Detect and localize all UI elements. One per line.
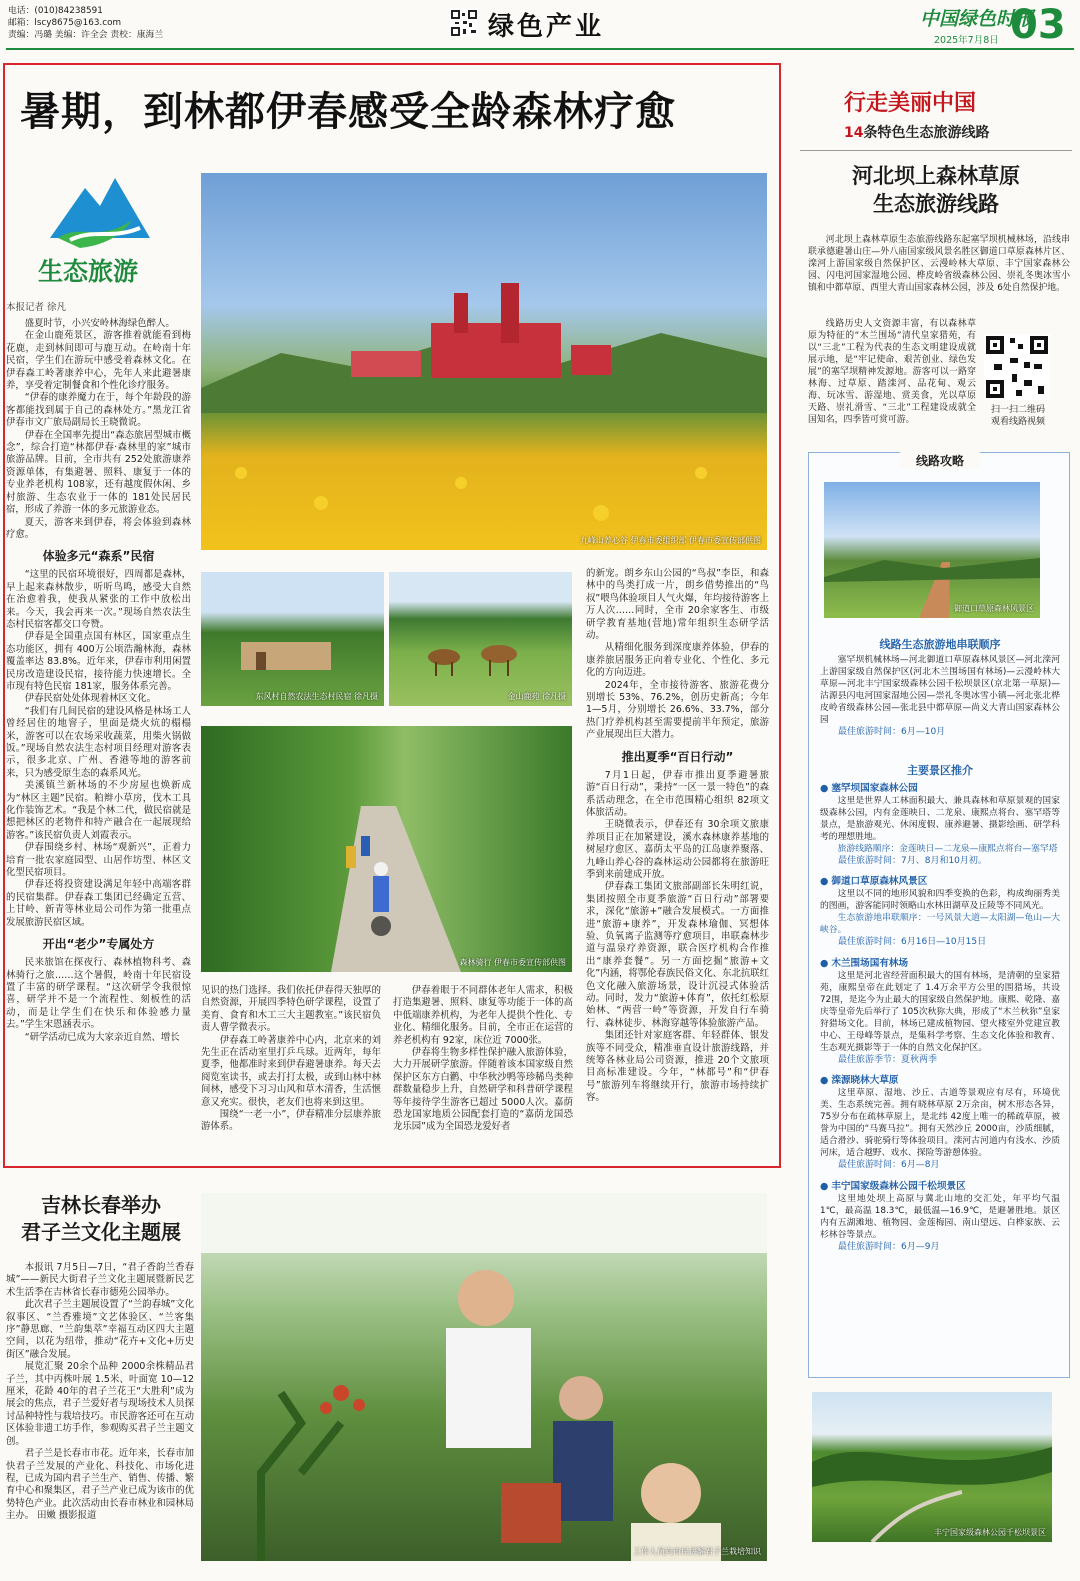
scenic-extra: 旅游线路顺序：金莲映日—二龙泉—康熙点将台—塞罕塔 xyxy=(837,844,1058,854)
sidebar-intro xyxy=(808,234,1070,294)
bottom-article xyxy=(6,1262,194,1523)
order-section xyxy=(820,654,1060,738)
photo-yudaokou xyxy=(824,482,1040,618)
sidebar-title-line2: 生态旅游线路 xyxy=(873,191,999,216)
scenic-name: ● 塞罕坝国家森林公园 xyxy=(820,782,1060,795)
scenic-name: ● 御道口草原森林风景区 xyxy=(820,875,1060,888)
scenic-desc: 这里是河北省经营面积最大的国有林场，是清朝的皇家猎苑，康熙皇帝在此划定了 1.4万余平方公里的围猎场，共设 72围，是迄今为止最大的国家级自然保护地。康熙、乾隆、嘉庆等皇帝先后举行了 105次秋狝大典，形成了“木兰秋狝”皇家狩猎场文化。目前，林场已建成植物园、望火楼室外党建宣教中心、王母峰等景点，是集科学考察、生态文化体验和教育、生态观光摄影等于一体的自然文化保护区。 xyxy=(820,970,1060,1053)
paragraph: 在金山鹿苑景区，游客推着就能看到梅花鹿，走到林间即可与鹿互动。在岭南十年民宿，学生们在游玩中感受着森林文化。在伊春森工岭著康养中心，先年人来此避暑康养，享受着定制餐食和个性化诊疗服务。 xyxy=(6,330,191,392)
banner-subtitle-text: 条特色生态旅游线路 xyxy=(863,125,990,141)
scenic-name: ● 木兰围场国有林场 xyxy=(820,957,1060,970)
paragraph: 伊春是全国重点国有林区，国家重点生态功能区，拥有 400万公顷浩瀚林海，森林覆盖率达 83.8%。近年来，伊春市利用闲置民房改造建设民宿，接待能力快速增长。全市现有特色民宿 181家，服务体系完善。 xyxy=(6,631,191,692)
paragraph: 王晓微表示，伊春还有 30余项文旅康养项目正在加紧建设，溪水森林康养基地的树屋疗愈区、嘉荫太平岛的江岛康养聚落、九峰山养心谷的森林运动公园都将在旅游旺季到来前建成开放。 xyxy=(586,819,769,880)
banner-title: 行走美丽中国 xyxy=(844,90,977,116)
masthead-phone: 电话：(010)84238591 xyxy=(8,6,103,16)
qr-caption: 扫一扫二维码 观看线路视频 xyxy=(990,405,1045,427)
paragraph: 本报讯 7月5日—7日，“君子香韵兰香春城”——新民大街君子兰文化主题展暨新民艺术生活季在吉林省长春市德苑公园举办。 xyxy=(6,1262,194,1298)
paragraph: 伊春森工岭著康养中心内，北京来的刘先生正在活动室里打乒乓球。近两年，每年夏季，他都准时来到伊春避暑康养。每天去阅览室读书，或去打打太极，或到山林中林间林，感受下习习山风和草木清香，生活惬意又充实。很快，老友们也将来到这里。 xyxy=(201,1034,381,1108)
paragraph: 伊春还将投资建设满足年轻中高端客群的民宿集群。伊春森工集团已经确定五营、上甘岭、新青等林业局公司作为第一批重点发展旅游民宿区域。 xyxy=(6,879,191,928)
sidebar-headline xyxy=(800,162,1072,218)
paragraph: 君子兰是长春市市花。近年来，长春市加快君子兰发展的产业化、科技化、市场化进程，已成为国内君子兰生产、销售、传播、繁育中心和聚集区，君子兰产业已成为该市的优势特色产业。此次活动由长春市林业和园林局主办。 田嫩 摄影报道 xyxy=(6,1448,194,1522)
scenic-list xyxy=(820,782,1060,1261)
scenic-item xyxy=(820,875,1060,948)
paragraph: 伊春在全国率先提出“森态旅居型城市概念”，综合打造“林都伊春·森林里的家”城市旅游品牌。目前，全市共有 252处旅游康养资源单体，有集避暑、照料、康复于一体的专业养老机构 108家，还有越度假休闲、乡村旅游、生态农业于一体的 181处民居民宿，形成了养游一体的多元旅游业态。 xyxy=(6,429,191,516)
masthead-rule xyxy=(6,48,1074,50)
photo-homestay xyxy=(201,572,384,706)
photo-deer-park xyxy=(389,572,572,706)
best-time: 最佳旅游时间：6月16日—10月15日 xyxy=(838,937,987,948)
scenic-item xyxy=(820,957,1060,1066)
photo-caption: 丰宁国家级森林公园千松坝景区 xyxy=(934,1528,1046,1537)
photo-caption: 九峰山养心谷 伊春市委组织部 伊春市委宣传部供图 xyxy=(579,536,761,545)
photo-caption: 东风村自然农法生态村民宿 徐凡摄 xyxy=(255,692,378,701)
paragraph: 此次君子兰主题展设置了“兰韵春城”文化叙事区、“兰香雅境”文艺体验区、“兰客集序”静思廊、“兰韵集萃”幸福互动区四大主题空间，以花为纽带，推动“花卉+文化+历史街区”融合发展。 xyxy=(6,1299,194,1360)
paragraph: 线路历史人文资源丰富，有以森林草原为特征的“木兰围场”清代皇家猎苑，有以“三北”工程为代表的生态文明建设成就展示地，是“牢记使命、艰苦创业、绿色发展”的塞罕坝精神发源地。游客可以一路穿林海、过草原、踏滦河、品花甸、观云海、玩冰雪、游湿地、赏美食，光以草原天路、崇礼滑雪、“三北”工程建设成就全国知名，四季皆可赏可游。 xyxy=(808,319,976,425)
masthead-editors: 责编：冯璐 美编：许全会 责校：康海兰 xyxy=(8,30,164,40)
photo-forest-cycling xyxy=(201,726,572,972)
paragraph: 塞罕坝机械林场—河北御道口草原森林风景区—河北滦河上游国家级自然保护区(河北木兰围场国有林场)—云漫岭林大草原—河北丰宁国家级森林公园千松坝景区(京北第一草原)—沽源县闪电河国家湿地公园—崇礼冬奥冰雪小镇—河北张北桦皮岭省级森林公园—张北县中都草原—尚义大青山国家森林公园 xyxy=(820,655,1060,725)
paragraph: 集团还针对家庭客群、年轻群体、银发族等不同受众，精准垂直设计旅游线路，并统筹各林业局公司资源，推进 20个文旅项目高标准建设。今年，“林都号”和“伊春号”旅游列车将继续开行，旅游市场持续扩容。 xyxy=(586,1030,769,1104)
best-time: 最佳旅游时间：6月—8月 xyxy=(838,1160,940,1171)
mountain-river-icon xyxy=(40,168,160,253)
eco-tourism-logo xyxy=(40,168,160,253)
masthead-email: 邮箱：lscy8675@163.com xyxy=(8,18,122,28)
paragraph: 的新宠。朗乡东山公园的“鸟叔”李臣，和森林中的鸟类打成一片，朗乡借势推出的“鸟叔”喂鸟体验项目人气火爆，年均接待游客上万人次……同时，全市 20余家客生、市级研学教育基地(营地)常年组织生态研学活动。 xyxy=(586,568,769,642)
sidebar-title-line1: 河北坝上森林草原 xyxy=(852,163,1020,188)
section-title: 绿色产业 xyxy=(488,12,605,42)
photo-qiansongba xyxy=(812,1392,1052,1542)
paragraph: 见识的热门选择。我们依托伊春得天独厚的自然资源，开展四季特色研学课程，设置了美育、食育和木工三大主题教室。”该民宿负责人曹学微表示。 xyxy=(201,985,381,1034)
paragraph: 伊春民宿处处体现着林区文化。 xyxy=(24,693,157,705)
paragraph: 伊春将生物多样性保护融入旅游体验，大力开展研学旅游。伴随着该本国家级自然保护区东方白鹳、中华秋沙鸭等珍稀鸟类种群数量稳步上升，自然研学和科普研学课程等年接待学生游客已超过 5000人次。嘉荫恐龙国家地质公园配套打造的“嘉荫龙国恐龙乐园”成为全国恐龙爱好者 xyxy=(393,1047,573,1133)
subhead: 体验多元“森系”民宿 xyxy=(42,549,155,564)
paragraph: 从精细化服务到深度康养体验，伊春的康养旅居服务正向着专业化、个性化、多元化的方向迈进。 xyxy=(586,642,769,679)
scenic-name: ● 丰宁国家级森林公园千松坝景区 xyxy=(820,1180,1060,1193)
bottom-title-line1: 吉林长春举办 xyxy=(41,1193,161,1217)
qr-code-icon xyxy=(450,9,478,37)
article-col-mid1 xyxy=(201,985,381,1134)
paragraph: 2024年，全市接待游客、旅游花费分别增长 53%、76.2%，创历史新高；今年 1—5月，分别增长 26.6%、33.7%，部分热门疗养机构甚至需要提前半年预定，旅游产业展现出巨大潜力。 xyxy=(586,679,769,741)
masthead-info xyxy=(8,5,218,41)
photo-caption: 御道口草原森林风景区 xyxy=(954,604,1034,613)
best-time: 最佳旅游时间：6月—9月 xyxy=(838,1241,940,1252)
paragraph: 7月1日起，伊春市推出夏季避暑旅游“百日行动”，秉持“一区一景一特色”的森系活动理念，在全市范围精心组织 82项文体旅活动。 xyxy=(586,769,769,818)
scenic-desc: 这里地处坝上高原与冀北山地的交汇处，年平均气温 1℃，最高温 18.3℃，最低温—16.9℃，是避暑胜地。景区内有五湖滩地、植物园、金莲梅园、南山望远、白桦家族、云杉林谷等景点。 xyxy=(820,1193,1060,1240)
scenic-item xyxy=(820,1180,1060,1253)
paragraph: “伊春的康养魔力在于，每个年龄段的游客都能找到属于自己的森林处方。”黑龙江省伊春市文广旅局副局长王晓微说。 xyxy=(6,392,191,429)
scenic-title: 主要景区推介 xyxy=(907,764,973,777)
photo-caption: 金山鹿苑 徐凡摄 xyxy=(507,692,566,701)
sidebar-intro2 xyxy=(808,318,976,426)
paragraph: 河北坝上森林草原生态旅游线路东起塞罕坝机械林场，沿线串联承德避暑山庄—外八庙国家级风景名胜区御道口草原森林片区、滦河上游国家级自然保护区、云漫岭林大草原、丰宁国家森林公园、闪电河国家湿地公园、桦皮岭省级森林公园、崇礼冬奥冰雪小镇和中都草原、西里大青山国家森林公园，涉及 6处自然保护地。 xyxy=(808,235,1070,293)
order-title: 线路生态旅游地串联顺序 xyxy=(879,638,1001,651)
photo-caption: 工作人员向市民讲解君子兰栽培知识 xyxy=(633,1547,761,1556)
paragraph: 盛夏时节，小兴安岭林海绿色醉人。 xyxy=(24,318,175,329)
bottom-title-line2: 君子兰文化主题展 xyxy=(21,1220,181,1244)
paragraph: 美溪镇兰新林场的不少房屋也焕新成为“林区主题”民宿。粕辫小草房，伐木工具化作装饰艺术。“我是个林二代，做民宿就是想把林区的老物件和特产融合在一起展现给游客。”该民宿负责人刘霞表示。 xyxy=(6,780,191,841)
scenic-item xyxy=(820,782,1060,867)
subhead: 推出夏季“百日行动” xyxy=(621,749,734,764)
guide-title: 线路攻略 xyxy=(900,452,980,469)
scenic-desc: 这里草原、湿地、沙丘、古道等景观应有尽有，环境优美、生态系统完善。拥有晓林草原 2万余亩，树木形态各异，75岁分布在疏林草原上，是北纬 42度上唯一的稀疏草原，被誉为中国的“马赛马拉”。拥有天然沙丘 2000亩，沙质细腻，适合滑沙、骑驼骑行等体验项目。滦河古河道内有浅水、沙质河床，适合越野、戏水、探险等游憩体验。 xyxy=(820,1088,1060,1159)
paragraph: 夏天，游客来到伊春，将会体验到森林疗愈。 xyxy=(6,516,191,540)
issue-date: 2025年7月8日 xyxy=(934,35,999,46)
paragraph: “我们有几间民宿的建设风格是林场工人曾经居住的地窨子，里面是烧火炕的榻榻米，游客可以在农场采收蔬菜，用柴火锅做饭。”现场自然农法生态村项目经理对游客表示，很多北京、广州、香港等地的游客前来，只为感受原生态的森系风光。 xyxy=(6,705,191,779)
headline: 暑期，到林都伊春感受全龄森林疗愈 xyxy=(20,88,676,135)
scenic-item xyxy=(820,1074,1060,1171)
best-time: 最佳旅游季节：夏秋两季 xyxy=(838,1054,938,1065)
paragraph: 展览汇聚 20余个品种 2000余株精品君子兰，其中丙株叶展 1.5米、叶面宽 10—12厘米，花龄 40年的君子兰花王“大胜利”成为展会的焦点，君子兰爱好者与现场技术人员探讨品种特性与栽培技巧。市民游客还可在互动区体验非遗工坊手作，参观购买君子兰主题文创。 xyxy=(6,1361,194,1447)
paragraph: 伊春森工集团文旅部副部长朱明红说，集团按照全市夏季旅游“百日行动”部署要求，深化“旅游+”融合发展模式。一方面推进“旅游+康养”，开发森林瑜伽、冥想体验、负氧离子监测等疗愈项目，串联森林步道与温泉疗养资源，联合医疗机构合作推出“康养套餐”。另一方面挖掘“旅游+文化”内涵，将鄂伦春族民俗文化、东北抗联红色文化融入旅游场景，设计沉浸式体验活动。同时，发力“旅游+体育”，依托红松原始林、“两营一岭”等资源，开发自行车骑行、森林徒步、林海穿越等体验旅游产品。 xyxy=(586,881,769,1029)
photo-caption: 森林骑行 伊春市委宣传部供图 xyxy=(459,958,566,967)
article-col-mid2 xyxy=(393,985,573,1134)
article-col1 xyxy=(6,318,191,1044)
banner-rule xyxy=(800,150,1072,151)
scenic-desc: 这里是世界人工林面积最大、兼具森林和草原景观的国家级森林公园，内有金莲映日、二龙泉、康熙点将台、塞罕塔等景点，是旅游观光、休闲度假、康养避暑、摄影绘画、研学科考的理想胜地。 xyxy=(820,796,1060,842)
paragraph: “研学活动已成为大家亲近自然、增长 xyxy=(24,1031,180,1043)
paragraph: 围绕“一老一小”，伊春精准分层康养旅游体系。 xyxy=(201,1109,381,1133)
paragraph: 伊春着眼于不同群体老年人需求，积极打造集避暑、照料、康复等功能于一体的高中低端康养机构，为老年人提供个性化、专业化、精细化服务。目前，全市正在运营的养老机构有 92家，床位近 7000张。 xyxy=(393,985,573,1046)
best-time: 最佳旅游时间：7月、8月和10月初。 xyxy=(838,856,987,866)
bottom-headline xyxy=(6,1192,196,1246)
paragraph: “这里的民宿环境很好，四周都是森林，早上起来森林散步，听听鸟鸣，感受大自然在治愈着我，使我从紧张的工作中放松出来。今天，我会再来一次。”现场自然农法生态村民宿客都交口夸赞。 xyxy=(6,569,191,630)
banner-number: 14 xyxy=(844,125,864,141)
scenic-name: ● 滦源晓林大草原 xyxy=(820,1074,1060,1087)
scenic-desc: 这里以不同的地形风貌和四季变换的色彩，构成绚丽秀美的图画，游客能同时领略山水林田湖草及丘陵等不同风光。 xyxy=(820,889,1060,912)
qr-code-icon[interactable] xyxy=(984,334,1050,400)
paper-name: 中国绿色时报 xyxy=(920,8,1035,30)
paragraph: 民来旅馆在探夜行、森林植物科考、森林骑行之旅……这个暑假，岭南十年民宿设置了丰富的研学课程。“这次研学令我很惊喜，研学并不是一个流程性、刻板性的活动，而是让学生们在快乐和体验感力量去。”学生宋恩涵表示。 xyxy=(6,957,191,1031)
banner-subtitle xyxy=(844,122,989,142)
byline: 本报记者 徐凡 xyxy=(6,302,67,313)
best-time: 最佳旅游时间：6月—10月 xyxy=(838,727,946,737)
paragraph: 伊春围绕乡村、林场“观新兴”，正着力培育一批农家庭园型、山居作坊型、林区文化型民宿项目。 xyxy=(6,842,191,879)
page-number: 03 xyxy=(1010,2,1066,48)
photo-jiufeng-valley xyxy=(201,173,767,550)
article-col-right xyxy=(586,568,769,1105)
photo-clivia-exhibition xyxy=(201,1193,767,1561)
eco-tourism-label: 生态旅游 xyxy=(38,257,139,286)
scenic-extra: 生态旅游地串联顺序：一号风景大道—太阳湖—龟山—大峡谷。 xyxy=(820,913,1060,936)
subhead: 开出“老少”专属处方 xyxy=(42,937,155,952)
